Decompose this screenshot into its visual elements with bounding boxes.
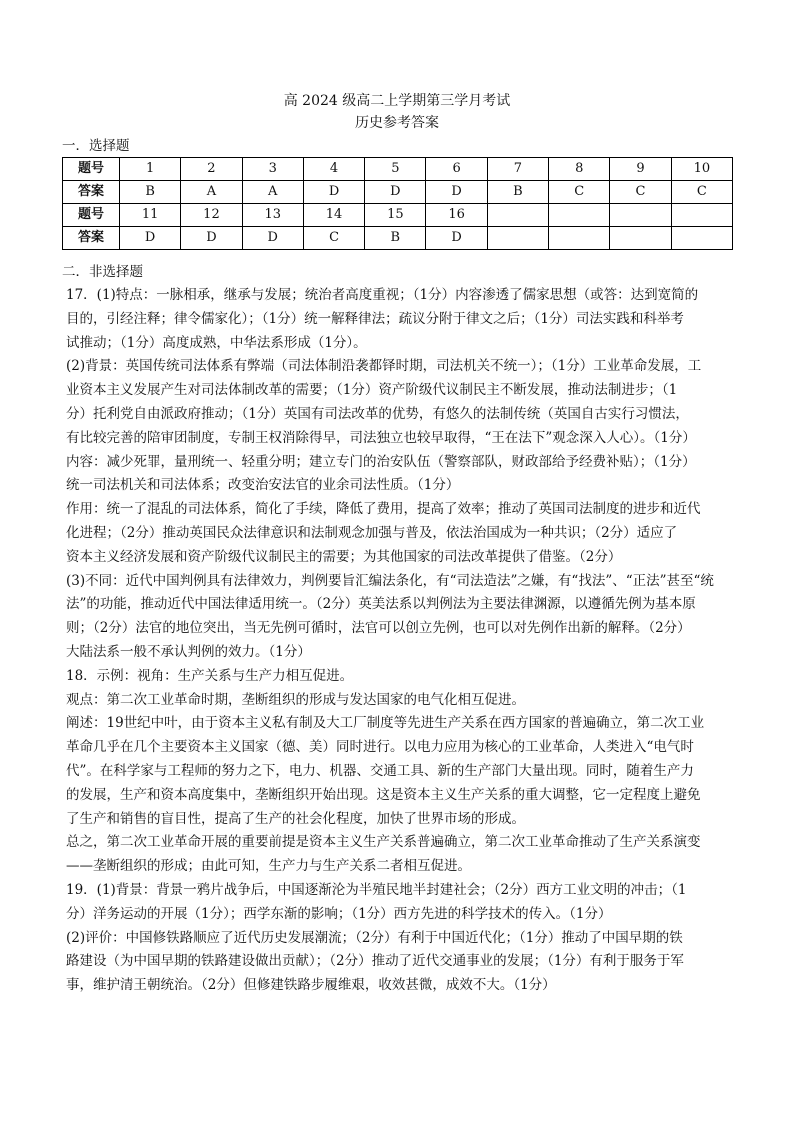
answer-cell bbox=[610, 227, 671, 250]
text-line: 总之，第二次工业革命开展的重要前提是资本主义生产关系普遍确立，第二次工业革命推动了生产关系演变 bbox=[66, 834, 701, 851]
text-line: 观点：第二次工业革命时期，垄断组织的形成与发达国家的电气化相互促进。 bbox=[66, 691, 525, 708]
section-heading-nonchoice: 二．非选择题 bbox=[62, 264, 143, 280]
answer-cell: A bbox=[242, 181, 303, 204]
text-line: 目的，引经注释；律令儒家化）；（1分）统一解释律法；疏议分附于律文之后；（1分）司法实践和科举考 bbox=[66, 310, 684, 327]
question-number: 8 bbox=[549, 158, 610, 181]
question-number: 14 bbox=[303, 204, 364, 227]
text-line: 内容：减少死罪，量刑统一、轻重分明；建立专门的治安队伍（警察部队，财政部给予经费补贴）；（1分） bbox=[66, 453, 696, 470]
text-line: 的发展，生产和资本高度集中，垄断组织开始出现。这是资本主义生产关系的重大调整，它一定程度上避免 bbox=[66, 786, 701, 803]
table-row bbox=[63, 204, 733, 227]
answer-cell: B bbox=[365, 227, 426, 250]
answer-cell: D bbox=[426, 227, 487, 250]
question-number: 11 bbox=[120, 204, 181, 227]
text-line: ——垄断组织的形成；由此可知，生产力与生产关系二者相互促进。 bbox=[66, 858, 471, 875]
answer-cell: C bbox=[303, 227, 364, 250]
text-line: (3)不同：近代中国判例具有法律效力，判例要旨汇编法条化，有“司法造法”之嫌，有“找法”、“正法”甚至“统 bbox=[66, 572, 714, 589]
question-number bbox=[549, 204, 610, 227]
text-line: 化进程；（2分）推动英国民众法律意识和法制观念加强与普及，依法治国成为一种共识；（2分）适应了 bbox=[66, 524, 678, 541]
answer-cell: D bbox=[181, 227, 242, 250]
section-heading-choice: 一．选择题 bbox=[62, 138, 130, 154]
question-number: 12 bbox=[181, 204, 242, 227]
text-line: (2)背景：英国传统司法体系有弊端（司法体制沿袭都铎时期，司法机关不统一）；（1分）工业革命发展，工 bbox=[66, 358, 702, 375]
exam-subtitle: 历史参考答案 bbox=[355, 115, 439, 131]
exam-title: 高 2024 级高二上学期第三学月考试 bbox=[283, 93, 511, 109]
text-line: 作用：统一了混乱的司法体系，简化了手续，降低了费用，提高了效率；推动了英国司法制度的进步和近代 bbox=[66, 501, 701, 518]
row-label-answer: 答案 bbox=[63, 227, 120, 250]
text-line: (2)评价：中国修铁路顺应了近代历史发展潮流；（2分）有利于中国近代化；（1分）推动了中国早期的铁 bbox=[66, 929, 683, 946]
text-line: 路建设（为中国早期的铁路建设做出贡献）；（2分）推动了近代交通事业的发展；（1分）有利于服务于军 bbox=[66, 953, 684, 970]
question-number bbox=[671, 204, 732, 227]
text-line: 资本主义经济发展和资产阶级代议制民主的需要；为其他国家的司法改革提供了借鉴。（2分） bbox=[66, 548, 622, 565]
text-line: 代”。在科学家与工程师的努力之下，电力、机器、交通工具、新的生产部门大量出现。同时，随着生产力 bbox=[66, 762, 694, 779]
text-line: 试推动；（1分）高度成熟，中华法系形成（1分）。 bbox=[66, 334, 367, 351]
answer-cell: C bbox=[671, 181, 732, 204]
answer-table bbox=[62, 157, 733, 250]
text-line: 则；（2分）法官的地位突出，当无先例可循时，法官可以创立先例，也可以对先例作出新的解释。（2分） bbox=[66, 620, 691, 637]
text-line: 分）洋务运动的开展（1分）；西学东渐的影响；（1分）西方先进的科学技术的传入。（1分） bbox=[66, 905, 612, 922]
answer-cell bbox=[487, 227, 548, 250]
question-number: 4 bbox=[303, 158, 364, 181]
row-label-question: 题号 bbox=[63, 158, 120, 181]
text-line: 17．(1)特点：一脉相承，继承与发展；统治者高度重视；（1分）内容渗透了儒家思想（或答：达到宽简的 bbox=[66, 287, 699, 303]
table-row bbox=[63, 227, 733, 250]
table-row bbox=[63, 181, 733, 204]
question-number: 6 bbox=[426, 158, 487, 181]
answer-cell bbox=[671, 227, 732, 250]
answer-cell: D bbox=[242, 227, 303, 250]
text-line: 分）托利党自由派政府推动；（1分）英国有司法改革的优势，有悠久的法制传统（英国自古实行习惯法， bbox=[66, 405, 689, 422]
text-line: 19．(1)背景：背景一鸦片战争后，中国逐渐沦为半殖民地半封建社会；（2分）西方工业文明的冲击；（1 bbox=[66, 881, 687, 898]
text-line: 法”的功能，推动近代中国法律适用统一。（2分）英美法系以判例法为主要法律渊源，以遵循先例为基本原 bbox=[66, 596, 696, 613]
table-row bbox=[63, 158, 733, 181]
question-number: 13 bbox=[242, 204, 303, 227]
question-number bbox=[610, 204, 671, 227]
row-label-question: 题号 bbox=[63, 204, 120, 227]
text-line: 18．示例：视角：生产关系与生产力相互促进。 bbox=[66, 667, 354, 684]
text-line: 统一司法机关和司法体系；改变治安法官的业余司法性质。（1分） bbox=[66, 477, 460, 494]
question-number: 16 bbox=[426, 204, 487, 227]
question-number: 3 bbox=[242, 158, 303, 181]
answer-cell: D bbox=[365, 181, 426, 204]
answer-cell: D bbox=[426, 181, 487, 204]
question-number: 15 bbox=[365, 204, 426, 227]
text-line: 了生产和销售的盲目性，提高了生产的社会化程度，加快了世界市场的形成。 bbox=[66, 810, 525, 827]
text-line: 革命几乎在几个主要资本主义国家（德、美）同时进行。以电力应用为核心的工业革命，人类进入“电气时 bbox=[66, 739, 694, 756]
text-line: 事，维护清王朝统治。（2分）但修建铁路步履维艰，收效甚微，成效不大。（1分） bbox=[66, 977, 556, 994]
question-number: 1 bbox=[120, 158, 181, 181]
answer-cell: D bbox=[303, 181, 364, 204]
answer-cell: C bbox=[610, 181, 671, 204]
text-line: 有比较完善的陪审团制度，专制王权消除得早，司法独立也较早取得，“王在法下”观念深入人心）。（1分） bbox=[66, 429, 696, 446]
question-number: 2 bbox=[181, 158, 242, 181]
question-number: 7 bbox=[487, 158, 548, 181]
answer-cell: D bbox=[120, 227, 181, 250]
question-number: 5 bbox=[365, 158, 426, 181]
answer-cell: B bbox=[487, 181, 548, 204]
text-line: 业资本主义发展产生对司法体制改革的需要；（1分）资产阶级代议制民主不断发展，推动法制进步；（1 bbox=[66, 382, 678, 399]
answer-text-body bbox=[66, 284, 734, 998]
text-line: 阐述：19世纪中叶，由于资本主义私有制及大工厂制度等先进生产关系在西方国家的普遍确立，第二次工业 bbox=[66, 715, 705, 732]
answer-cell: B bbox=[120, 181, 181, 204]
answer-cell bbox=[549, 227, 610, 250]
question-number bbox=[487, 204, 548, 227]
row-label-answer: 答案 bbox=[63, 181, 120, 204]
answer-cell: C bbox=[549, 181, 610, 204]
answer-cell: A bbox=[181, 181, 242, 204]
question-number: 10 bbox=[671, 158, 732, 181]
text-line: 大陆法系一般不承认判例的效力。（1分） bbox=[66, 643, 311, 660]
question-number: 9 bbox=[610, 158, 671, 181]
